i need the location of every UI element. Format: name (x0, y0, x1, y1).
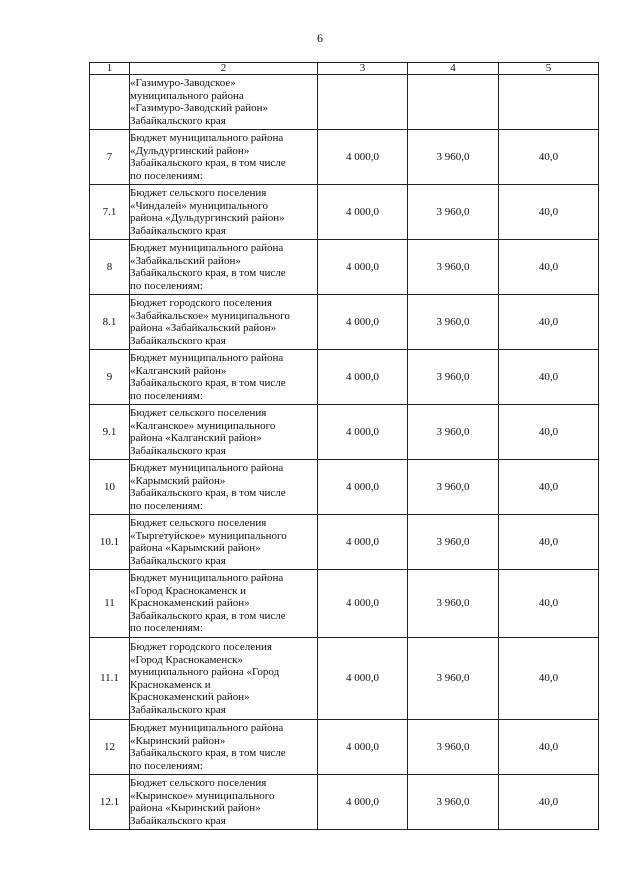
budget-name-line: района «Калганский район» (130, 432, 262, 444)
budget-name-line: по поселениям: (130, 169, 203, 182)
amount-col-3: 4 000,0 (318, 185, 408, 240)
budget-name (130, 570, 318, 638)
amount-col-5: 40,0 (499, 185, 599, 240)
budget-name-line: Забайкальского края, в том числе (130, 747, 286, 759)
amount-col-4: 3 960,0 (408, 405, 499, 460)
budget-name-line: муниципального района (130, 89, 244, 102)
table-row (90, 720, 599, 775)
row-number: 12 (90, 720, 130, 775)
amount-col-5: 40,0 (499, 405, 599, 460)
budget-name-line: района «Карымский район» (130, 542, 261, 554)
budget-name-line: «Город Краснокаменск и (130, 584, 247, 597)
budget-name-line: Бюджет муниципального района (130, 242, 284, 254)
row-number: 10 (90, 460, 130, 515)
table-row (90, 570, 599, 638)
budget-name-line: «Чиндалей» муниципального (130, 199, 269, 212)
amount-col-3: 4 000,0 (318, 130, 408, 185)
budget-name-line: по поселениям: (130, 759, 203, 772)
row-number: 8.1 (90, 295, 130, 350)
budget-name (130, 240, 318, 295)
row-number: 11.1 (90, 638, 130, 720)
amount-col-4: 3 960,0 (408, 720, 499, 775)
amount-col-4: 3 960,0 (408, 350, 499, 405)
amount-col-5: 40,0 (499, 775, 599, 830)
header-col-2: 2 (130, 63, 318, 75)
budget-name (130, 75, 318, 130)
budget-name-line: Забайкальского края (130, 114, 226, 127)
budget-name-line: «Тыргетуйское» муниципального (130, 529, 287, 542)
budget-name (130, 638, 318, 720)
table-row (90, 295, 599, 350)
budget-name-line: Забайкальского края (130, 444, 226, 457)
amount-col-3: 4 000,0 (318, 775, 408, 830)
row-number: 11 (90, 570, 130, 638)
amount-col-5: 40,0 (499, 350, 599, 405)
amount-col-3: 4 000,0 (318, 515, 408, 570)
header-col-3: 3 (318, 63, 408, 75)
budget-name-line: Бюджет муниципального района (130, 352, 284, 364)
budget-name-line: Краснокаменский район» (130, 691, 250, 703)
budget-name-line: района «Кыринский район» (130, 802, 261, 814)
budget-name-line: Забайкальского края, в том числе (130, 487, 286, 499)
row-number: 9 (90, 350, 130, 405)
budget-name-line: Бюджет городского поселения (130, 641, 272, 653)
budget-table (89, 62, 599, 830)
budget-name-line: по поселениям: (130, 279, 203, 292)
budget-name-line: Забайкальского края, в том числе (130, 267, 286, 279)
budget-name-line: Бюджет муниципального района (130, 132, 284, 144)
budget-name-line: Бюджет муниципального района (130, 462, 284, 474)
budget-name-line: Бюджет муниципального района (130, 722, 284, 734)
amount-col-4: 3 960,0 (408, 515, 499, 570)
budget-name-line: Бюджет городского поселения (130, 297, 272, 309)
page-number: 6 (317, 31, 323, 45)
table-row (90, 350, 599, 405)
table-row (90, 460, 599, 515)
budget-name-line: Забайкальского края, в том числе (130, 609, 286, 622)
budget-name (130, 185, 318, 240)
budget-name-line: Бюджет сельского поселения (130, 187, 267, 199)
amount-col-3: 4 000,0 (318, 295, 408, 350)
budget-name (130, 295, 318, 350)
budget-name-line: «Карымский район» (130, 474, 226, 487)
amount-col-4: 3 960,0 (408, 460, 499, 515)
budget-name-line: «Калганский район» (130, 364, 227, 377)
row-number: 12.1 (90, 775, 130, 830)
table-row (90, 240, 599, 295)
table-row (90, 775, 599, 830)
budget-name-line: Забайкальского края (130, 703, 226, 716)
budget-name-line: района «Забайкальский район» (130, 322, 277, 334)
budget-name-line: муниципального района «Город (130, 666, 280, 678)
budget-name-line: Забайкальского края, в том числе (130, 157, 286, 169)
row-number: 8 (90, 240, 130, 295)
budget-name-line: Бюджет муниципального района (130, 572, 284, 585)
budget-name (130, 350, 318, 405)
budget-name-line: «Калганское» муниципального (130, 419, 276, 432)
budget-name-line: Забайкальского края, в том числе (130, 377, 286, 389)
amount-col-5: 40,0 (499, 720, 599, 775)
amount-col-4: 3 960,0 (408, 130, 499, 185)
budget-name (130, 460, 318, 515)
amount-col-3: 4 000,0 (318, 405, 408, 460)
budget-name-line: Бюджет сельского поселения (130, 777, 267, 789)
amount-col-3: 4 000,0 (318, 240, 408, 295)
budget-name-line: Забайкальского края (130, 814, 226, 827)
amount-col-5: 40,0 (499, 460, 599, 515)
amount-col-3: 4 000,0 (318, 570, 408, 638)
amount-col-4: 3 960,0 (408, 638, 499, 720)
row-number: 10.1 (90, 515, 130, 570)
budget-name (130, 775, 318, 830)
row-number: 7.1 (90, 185, 130, 240)
budget-name-line: Забайкальского края (130, 224, 226, 237)
budget-name (130, 515, 318, 570)
budget-name-line: «Кыринский район» (130, 734, 226, 747)
table-row (90, 75, 599, 130)
row-number: 9.1 (90, 405, 130, 460)
amount-col-3 (318, 75, 408, 130)
amount-col-4 (408, 75, 499, 130)
header-col-1: 1 (90, 63, 130, 75)
budget-name-line: по поселениям: (130, 389, 203, 402)
amount-col-5: 40,0 (499, 240, 599, 295)
budget-name (130, 130, 318, 185)
table-header-row (90, 63, 599, 75)
budget-name-line: Краснокаменск и (130, 678, 211, 691)
budget-name-line: по поселениям: (130, 499, 203, 512)
amount-col-5: 40,0 (499, 295, 599, 350)
amount-col-4: 3 960,0 (408, 295, 499, 350)
budget-name-line: района «Дульдургинский район» (130, 212, 285, 224)
amount-col-3: 4 000,0 (318, 638, 408, 720)
table-row (90, 638, 599, 720)
table-row (90, 185, 599, 240)
budget-name-line: «Город Краснокаменск» (130, 653, 243, 666)
amount-col-5: 40,0 (499, 130, 599, 185)
row-number: 7 (90, 130, 130, 185)
amount-col-5: 40,0 (499, 515, 599, 570)
budget-name-line: «Забайкальское» муниципального (130, 309, 290, 322)
budget-name-line: «Кыринское» муниципального (130, 789, 275, 802)
amount-col-5: 40,0 (499, 570, 599, 638)
budget-name-line: Забайкальского края (130, 334, 226, 347)
budget-name-line: Бюджет сельского поселения (130, 407, 267, 419)
budget-name-line: «Газимуро-Заводское» (130, 77, 236, 89)
amount-col-3: 4 000,0 (318, 460, 408, 515)
header-col-5: 5 (499, 63, 599, 75)
row-number (90, 75, 130, 130)
table-row (90, 515, 599, 570)
budget-name-line: Краснокаменский район» (130, 597, 250, 610)
budget-name-line: «Дульдургинский район» (130, 144, 250, 157)
budget-name-line: «Забайкальский район» (130, 254, 241, 267)
budget-name-line: по поселениям: (130, 622, 203, 635)
budget-name-line: Бюджет сельского поселения (130, 517, 267, 529)
amount-col-5: 40,0 (499, 638, 599, 720)
amount-col-4: 3 960,0 (408, 240, 499, 295)
amount-col-3: 4 000,0 (318, 350, 408, 405)
amount-col-4: 3 960,0 (408, 570, 499, 638)
budget-name (130, 720, 318, 775)
amount-col-3: 4 000,0 (318, 720, 408, 775)
amount-col-5 (499, 75, 599, 130)
header-col-4: 4 (408, 63, 499, 75)
budget-name-line: «Газимуро-Заводский район» (130, 102, 269, 114)
budget-name (130, 405, 318, 460)
amount-col-4: 3 960,0 (408, 775, 499, 830)
budget-name-line: Забайкальского края (130, 554, 226, 567)
table-row (90, 405, 599, 460)
amount-col-4: 3 960,0 (408, 185, 499, 240)
table-row (90, 130, 599, 185)
